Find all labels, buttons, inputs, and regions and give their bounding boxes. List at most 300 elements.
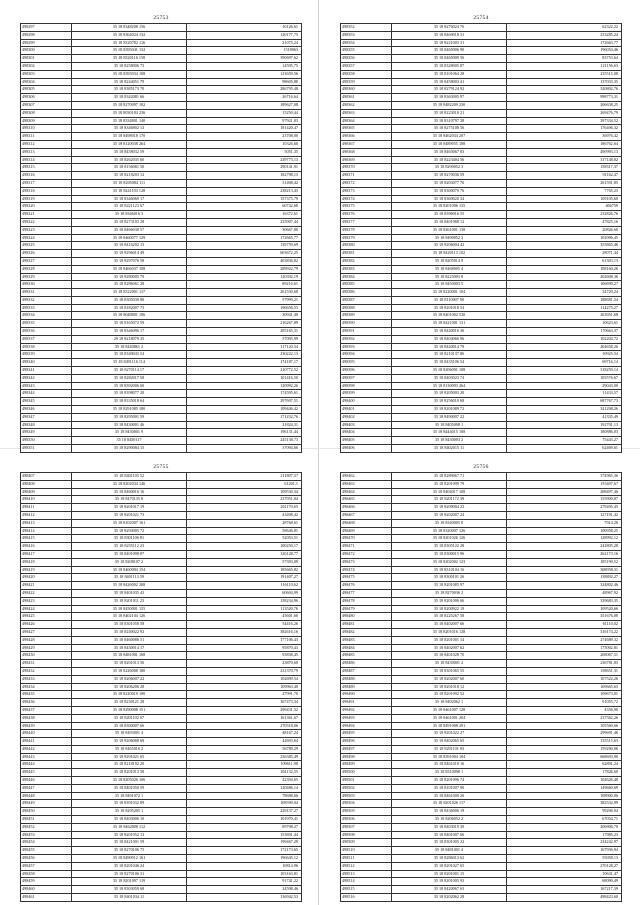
amount-cell: 351676,08	[507, 613, 622, 621]
account-code-cell: 35 18 8310098 1	[392, 769, 507, 777]
amount-cell: 172665,77	[187, 234, 302, 242]
amount-cell: 67054,71	[507, 816, 622, 824]
account-code-cell: 35 18 8201022 27	[392, 730, 507, 738]
table-row	[341, 511, 622, 519]
row-id-cell: 498495	[341, 730, 392, 738]
row-id-cell: 498434	[21, 683, 72, 691]
ledger-table	[20, 23, 302, 453]
account-code-cell: 35 18 8458032 59	[72, 148, 187, 156]
row-id-cell: 498477	[341, 589, 392, 597]
row-id-cell: 498511	[341, 855, 392, 863]
table-row	[341, 753, 622, 761]
row-id-cell: 498497	[341, 745, 392, 753]
row-id-cell: 498300	[21, 47, 72, 55]
account-code-cell: 35 18 8440014 79	[392, 343, 507, 351]
account-code-cell: 35 18 8201013 58	[72, 769, 187, 777]
row-id-cell: 498508	[341, 831, 392, 839]
amount-cell: 174187,17	[187, 359, 302, 367]
amount-cell: 234242,97	[507, 839, 622, 847]
table-row	[341, 566, 622, 574]
account-code-cell: 35 18 8270097 102	[72, 101, 187, 109]
table-row	[21, 870, 302, 878]
row-id-cell: 498306	[21, 94, 72, 102]
amount-cell: 11433,37	[507, 390, 622, 398]
row-id-cell: 498381	[341, 250, 392, 258]
account-code-cell: 35 18 8206001 108	[392, 367, 507, 375]
row-id-cell: 498354	[341, 39, 392, 47]
row-id-cell: 498485	[341, 652, 392, 660]
table-row	[341, 242, 622, 250]
amount-cell: 4356,90	[507, 706, 622, 714]
amount-cell: 108599,04	[187, 800, 302, 808]
amount-cell: 108160,26	[507, 265, 622, 273]
account-code-cell: 35 18 8202062 28	[392, 894, 507, 902]
row-id-cell: 498464	[341, 488, 392, 496]
amount-cell: 297697,51	[187, 398, 302, 406]
row-id-cell: 498417	[21, 550, 72, 558]
row-id-cell: 498307	[21, 101, 72, 109]
table-row	[21, 589, 302, 597]
table-row	[341, 250, 622, 258]
table-row	[341, 312, 622, 320]
table-row	[21, 406, 302, 414]
amount-cell: 52053,51	[187, 535, 302, 543]
amount-cell: 43408,42	[187, 511, 302, 519]
table-row	[341, 257, 622, 265]
amount-cell: 57095,99	[187, 335, 302, 343]
amount-cell: 107522,26	[507, 675, 622, 683]
row-id-cell: 498506	[341, 816, 392, 824]
table-row	[341, 808, 622, 816]
row-id-cell: 498408	[21, 480, 72, 488]
table-row	[341, 226, 622, 234]
row-id-cell: 498471	[341, 543, 392, 551]
row-id-cell: 498492	[341, 706, 392, 714]
table-row	[341, 367, 622, 375]
amount-cell: 172663,77	[507, 39, 622, 47]
amount-cell: 7914,26	[507, 519, 622, 527]
row-id-cell: 498470	[341, 535, 392, 543]
amount-cell: 155900,87	[507, 496, 622, 504]
account-code-cell: 35 18 8466030 57	[72, 226, 187, 234]
amount-cell: 230222,13	[187, 351, 302, 359]
amount-cell: 157375,79	[187, 195, 302, 203]
table-row	[21, 328, 302, 336]
amount-cell: 320802,76	[507, 86, 622, 94]
account-code-cell: 35 18 8490912 161	[72, 855, 187, 863]
row-id-cell: 498348	[21, 421, 72, 429]
amount-cell: 374965,36	[507, 473, 622, 481]
amount-cell: 603672,25	[187, 250, 302, 258]
table-row	[341, 437, 622, 445]
table-row	[341, 148, 622, 156]
amount-cell: 29043,00	[507, 382, 622, 390]
table-row	[341, 421, 622, 429]
row-id-cell: 498449	[21, 800, 72, 808]
table-row	[341, 24, 622, 32]
page-number: 25755	[153, 464, 169, 470]
account-code-cell: 35 18 8421001 59	[72, 839, 187, 847]
row-id-cell: 498400	[341, 398, 392, 406]
amount-cell: 382532,99	[507, 800, 622, 808]
table-row	[21, 761, 302, 769]
amount-cell: 206638,25	[507, 101, 622, 109]
account-code-cell: 35 18 8334801 140	[72, 117, 187, 125]
amount-cell: 42394,65	[187, 777, 302, 785]
amount-cell: 139759,69	[187, 242, 302, 250]
amount-cell: 91162,47	[507, 172, 622, 180]
amount-cell: 120128,77	[187, 550, 302, 558]
row-id-cell: 498493	[341, 714, 392, 722]
account-code-cell: 35 18 8462008 112	[72, 823, 187, 831]
amount-cell: 109611,98	[187, 761, 302, 769]
table-row	[21, 351, 302, 359]
account-code-cell: 35 18 8201013 56	[72, 660, 187, 668]
account-code-cell: 35 18 8201096 74	[392, 777, 507, 785]
account-code-cell: 35 18 8401968 12	[392, 218, 507, 226]
account-code-cell: 35 18 8430001 2	[392, 660, 507, 668]
row-id-cell: 498334	[21, 312, 72, 320]
amount-cell: 177106,43	[187, 636, 302, 644]
account-code-cell: 35 18 8286061 28	[72, 281, 187, 289]
amount-cell: 159290,06	[507, 745, 622, 753]
row-id-cell: 498489	[341, 683, 392, 691]
table-row	[21, 652, 302, 660]
row-id-cell: 498405	[341, 437, 392, 445]
table-row	[341, 784, 622, 792]
ledger-table	[340, 472, 622, 902]
account-code-cell: 35 18 8241103 128	[72, 187, 187, 195]
amount-cell: 135515,63	[507, 738, 622, 746]
amount-cell: 21075,24	[187, 39, 302, 47]
amount-cell: 136942,53	[187, 894, 302, 902]
table-row	[341, 769, 622, 777]
account-code-cell: 35 18 8201001 14	[392, 636, 507, 644]
table-row	[341, 47, 622, 55]
table-row	[341, 78, 622, 86]
account-code-cell: 35 18 8470135 8	[72, 496, 187, 504]
account-code-cell: 35 18 8200922 19	[392, 605, 507, 613]
row-id-cell: 498331	[21, 289, 72, 297]
row-id-cell: 498394	[341, 351, 392, 359]
table-row	[21, 574, 302, 582]
amount-cell: 206906,70	[507, 823, 622, 831]
account-code-cell: 35 18 8328005 87	[392, 62, 507, 70]
amount-cell: 60742,68	[187, 203, 302, 211]
table-row	[341, 382, 622, 390]
amount-cell: 57999,21	[187, 296, 302, 304]
amount-cell: 30941,40	[187, 312, 302, 320]
table-row	[21, 242, 302, 250]
page-number: 25754	[473, 15, 489, 21]
row-id-cell: 498375	[341, 203, 392, 211]
amount-cell: 229137,27	[187, 808, 302, 816]
account-code-cell: 35 18 8430003 2	[392, 437, 507, 445]
account-code-cell: 35 18 8301005 22	[392, 839, 507, 847]
row-id-cell: 498347	[21, 413, 72, 421]
account-code-cell: 35 18 8468005 4	[392, 265, 507, 273]
row-id-cell: 498509	[341, 839, 392, 847]
amount-cell: 286795,48	[187, 86, 302, 94]
row-id-cell: 498328	[21, 265, 72, 273]
table-row	[21, 800, 302, 808]
table-row	[21, 62, 302, 70]
table-row	[21, 543, 302, 551]
table-row	[341, 652, 622, 660]
amount-cell: 99206,04	[507, 808, 622, 816]
table-row	[21, 691, 302, 699]
amount-cell: 23708,00	[187, 133, 302, 141]
account-code-cell: 35 18 8301058 58	[72, 621, 187, 629]
amount-cell: 208067,51	[507, 652, 622, 660]
row-id-cell: 498309	[21, 117, 72, 125]
amount-cell: 27991,70	[187, 691, 302, 699]
amount-cell: 196054,46	[507, 47, 622, 55]
row-id-cell: 498484	[341, 644, 392, 652]
row-id-cell: 498463	[341, 480, 392, 488]
amount-cell: 106699,27	[507, 281, 622, 289]
table-row	[21, 125, 302, 133]
table-row	[341, 70, 622, 78]
table-row	[341, 823, 622, 831]
row-id-cell: 498406	[341, 445, 392, 453]
account-code-cell: 35 18 8320116 158	[72, 55, 187, 63]
row-id-cell: 498389	[341, 312, 392, 320]
amount-cell: 105560,66	[507, 722, 622, 730]
amount-cell: 390697,62	[187, 55, 302, 63]
table-row	[341, 597, 622, 605]
amount-cell: 289922,79	[187, 265, 302, 273]
account-code-cell: 35 18 8491008 291	[392, 722, 507, 730]
row-id-cell: 498395	[341, 359, 392, 367]
amount-cell: 189627,08	[187, 101, 302, 109]
amount-cell: 62322,22	[507, 24, 622, 32]
account-code-cell: 35 18 8262035 60	[72, 156, 187, 164]
amount-cell: 102699,54	[187, 675, 302, 683]
account-code-cell: 35 18 8280005 79	[72, 273, 187, 281]
amount-cell: 109673,01	[507, 691, 622, 699]
table-row	[341, 777, 622, 785]
account-code-cell: 35 18 8201005 93	[392, 878, 507, 886]
table-row	[21, 374, 302, 382]
table-row	[21, 831, 302, 839]
account-code-cell: 35 18 8201046 24	[72, 862, 187, 870]
row-id-cell: 498343	[21, 382, 72, 390]
amount-cell: 170663,37	[507, 328, 622, 336]
row-id-cell: 498424	[21, 605, 72, 613]
account-code-cell: 35 18 8320007 126	[392, 527, 507, 535]
account-code-cell: 35 18 8182007 73	[72, 304, 187, 312]
account-code-cell: 35 18 8401034 11	[72, 894, 187, 902]
table-row	[21, 683, 302, 691]
account-code-cell: 35 18 8435106 54	[392, 359, 507, 367]
table-row	[21, 511, 302, 519]
amount-cell: 498423,60	[507, 894, 622, 902]
account-code-cell: 35 18 8220001 104	[392, 289, 507, 297]
account-code-cell: 35 18 8201102 67	[72, 714, 187, 722]
table-row	[21, 878, 302, 886]
table-row	[21, 390, 302, 398]
account-code-cell: 35 18 8440016 30	[392, 328, 507, 336]
table-row	[341, 203, 622, 211]
amount-cell: 175002,81	[507, 644, 622, 652]
account-code-cell: 35 18 8208107 2	[72, 558, 187, 566]
row-id-cell: 498341	[21, 367, 72, 375]
amount-cell: 120992,26	[187, 382, 302, 390]
amount-cell: 668693,90	[507, 753, 622, 761]
table-row	[341, 488, 622, 496]
row-id-cell: 498494	[341, 722, 392, 730]
row-id-cell: 498319	[21, 195, 72, 203]
account-code-cell: 35 18 8346016 3	[72, 211, 187, 219]
amount-cell: 114275,27	[507, 304, 622, 312]
account-code-cell: 35 18 8270036 2	[392, 589, 507, 597]
row-id-cell: 498456	[21, 855, 72, 863]
table-row	[21, 437, 302, 445]
amount-cell: 109530,34	[187, 488, 302, 496]
account-code-cell: 35 18 8102007 161	[72, 519, 187, 527]
row-id-cell: 498445	[21, 769, 72, 777]
amount-cell: 245138,73	[187, 437, 302, 445]
account-code-cell: 35 18 8401035 43	[72, 589, 187, 597]
account-code-cell: 35 18 8290008 151	[72, 706, 187, 714]
account-code-cell: 35 18 8201172 39	[392, 496, 507, 504]
amount-cell: 196131,44	[187, 429, 302, 437]
amount-cell: 279495,45	[507, 504, 622, 512]
amount-cell: 41335,49	[507, 413, 622, 421]
account-code-cell: 35 18 8460094 154	[72, 566, 187, 574]
amount-cell: 299691,46	[507, 730, 622, 738]
table-row	[21, 55, 302, 63]
account-code-cell: 35 18 8322001 117	[72, 289, 187, 297]
row-id-cell: 498442	[21, 745, 72, 753]
row-id-cell: 498428	[21, 636, 72, 644]
table-row	[341, 473, 622, 481]
table-row	[21, 753, 302, 761]
table-row	[341, 343, 622, 351]
table-row	[21, 47, 302, 55]
amount-cell: 104132,55	[187, 769, 302, 777]
table-row	[21, 769, 302, 777]
amount-cell: 75443,27	[507, 437, 622, 445]
table-row	[341, 62, 622, 70]
table-row	[341, 429, 622, 437]
account-code-cell: 35 18 8110007 90	[392, 296, 507, 304]
amount-cell: 397334,52	[507, 117, 622, 125]
row-id-cell: 498393	[341, 343, 392, 351]
amount-cell: 109520,66	[507, 605, 622, 613]
row-id-cell: 498333	[21, 304, 72, 312]
amount-cell: 167217,39	[507, 886, 622, 894]
account-code-cell: 35 18 8469018 31	[392, 31, 507, 39]
table-row	[341, 55, 622, 63]
account-code-cell: 35 18 8294005 72	[72, 527, 187, 535]
account-code-cell: 35 18 8273103 28	[72, 218, 187, 226]
row-id-cell: 498412	[21, 511, 72, 519]
table-row	[21, 816, 302, 824]
row-id-cell: 498439	[21, 722, 72, 730]
row-id-cell: 498339	[21, 351, 72, 359]
table-row	[21, 862, 302, 870]
account-code-cell: 35 18 8220019 100	[72, 691, 187, 699]
row-id-cell: 498402	[341, 413, 392, 421]
table-row	[341, 621, 622, 629]
table-row	[341, 31, 622, 39]
account-code-cell: 35 18 8223404 56	[392, 156, 507, 164]
row-id-cell: 498414	[21, 527, 72, 535]
row-id-cell: 498418	[21, 558, 72, 566]
row-id-cell: 498383	[341, 265, 392, 273]
account-code-cell: 35 18 8205003 20	[392, 390, 507, 398]
amount-cell: 236385,49	[187, 753, 302, 761]
account-code-cell: 35 18 8275108 56	[392, 125, 507, 133]
row-id-cell: 498353	[341, 31, 392, 39]
account-code-cell: 35 18 8461007 128	[392, 706, 507, 714]
row-id-cell: 498404	[341, 429, 392, 437]
account-code-cell: 35 18 8405008 1	[392, 421, 507, 429]
account-code-cell: 35 18 8270106 31	[72, 870, 187, 878]
account-code-cell: 35 18 8130093 264	[392, 382, 507, 390]
amount-cell: 308958,31	[507, 566, 622, 574]
amount-cell: 137033,35	[507, 78, 622, 86]
row-id-cell: 498358	[341, 70, 392, 78]
table-row	[21, 289, 302, 297]
amount-cell: 998773,31	[507, 94, 622, 102]
row-id-cell: 498386	[341, 289, 392, 297]
account-code-cell: 35 18 8305122 28	[392, 543, 507, 551]
table-row	[341, 273, 622, 281]
account-code-cell: 35 18 8297076 58	[72, 257, 187, 265]
row-id-cell: 498364	[341, 117, 392, 125]
row-id-cell: 498384	[341, 273, 392, 281]
table-row	[21, 172, 302, 180]
account-code-cell: 35 18 8465009 56	[392, 55, 507, 63]
row-id-cell: 498361	[341, 94, 392, 102]
row-id-cell: 498346	[21, 406, 72, 414]
row-id-cell: 498396	[341, 367, 392, 375]
row-id-cell: 498314	[21, 156, 72, 164]
account-code-cell: 35 18 8286013 62	[392, 855, 507, 863]
account-code-cell: 35 18 8461018 16	[392, 761, 507, 769]
table-row	[341, 304, 622, 312]
amount-cell: 171232,76	[187, 413, 302, 421]
amount-cell: 102906,45	[507, 234, 622, 242]
row-id-cell: 498465	[341, 496, 392, 504]
amount-cell: 196656,53	[187, 304, 302, 312]
amount-cell: 158317,37	[507, 164, 622, 172]
account-code-cell: 35 18 8385173 70	[72, 86, 187, 94]
account-code-cell: 35 18 8426002 208	[72, 582, 187, 590]
table-row	[341, 527, 622, 535]
amount-cell: 261170,65	[187, 504, 302, 512]
row-id-cell: 498350	[21, 437, 72, 445]
table-row	[21, 78, 302, 86]
account-code-cell: 35 18 8290052 3	[392, 164, 507, 172]
account-code-cell: 35 18 8201089 72	[392, 406, 507, 414]
account-code-cell: 35 18 8256010 68	[392, 398, 507, 406]
table-row	[341, 133, 622, 141]
table-row	[21, 109, 302, 117]
account-code-cell: 35 18 8450117	[72, 437, 187, 445]
table-row	[341, 328, 622, 336]
table-row	[21, 250, 302, 258]
table-row	[21, 660, 302, 668]
row-id-cell: 498398	[341, 382, 392, 390]
table-row	[21, 699, 302, 707]
account-code-cell: 35 18 8404017 108	[392, 488, 507, 496]
amount-cell: 316174,22	[507, 628, 622, 636]
amount-cell: 31408,42	[187, 179, 302, 187]
